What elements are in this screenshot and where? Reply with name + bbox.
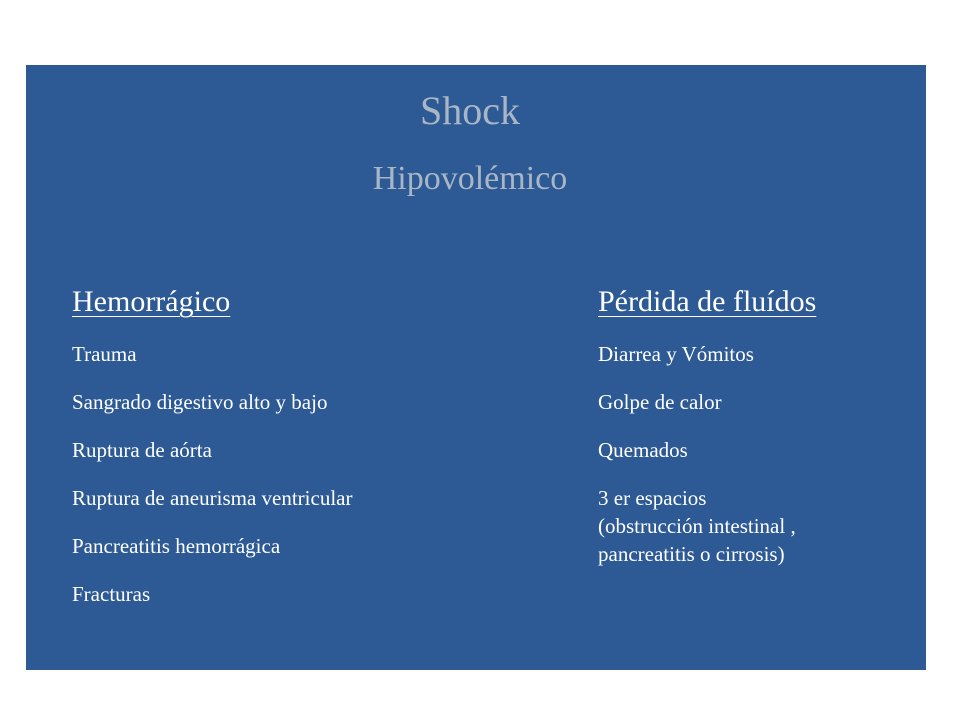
list-item: Ruptura de aórta (72, 438, 212, 462)
hemorrhagic-list (72, 340, 572, 608)
slide (26, 65, 926, 670)
hemorrhagic-column (72, 282, 572, 628)
list-item: Diarrea y Vómitos (598, 342, 754, 366)
list-item: 3 er espacios (obstrucción intestinal , pancreatitis o cirrosis) (598, 486, 796, 566)
list-item: Quemados (598, 438, 688, 462)
list-item: Trauma (72, 342, 137, 366)
fluid-loss-column (598, 282, 918, 588)
list-item: Golpe de calor (598, 390, 722, 414)
list-item: Fracturas (72, 582, 151, 606)
slide-subtitle: Hipovolémico (372, 160, 568, 197)
list-item: Sangrado digestivo alto y bajo (72, 390, 328, 414)
fluid-loss-list (598, 340, 918, 568)
list-item: Pancreatitis hemorrágica (72, 534, 281, 558)
fluid-loss-heading: Pérdida de fluídos (598, 285, 817, 318)
slide-title: Shock (420, 88, 520, 133)
list-item: Ruptura de aneurisma ventricular (72, 486, 353, 510)
hemorrhagic-heading: Hemorrágico (72, 285, 231, 318)
